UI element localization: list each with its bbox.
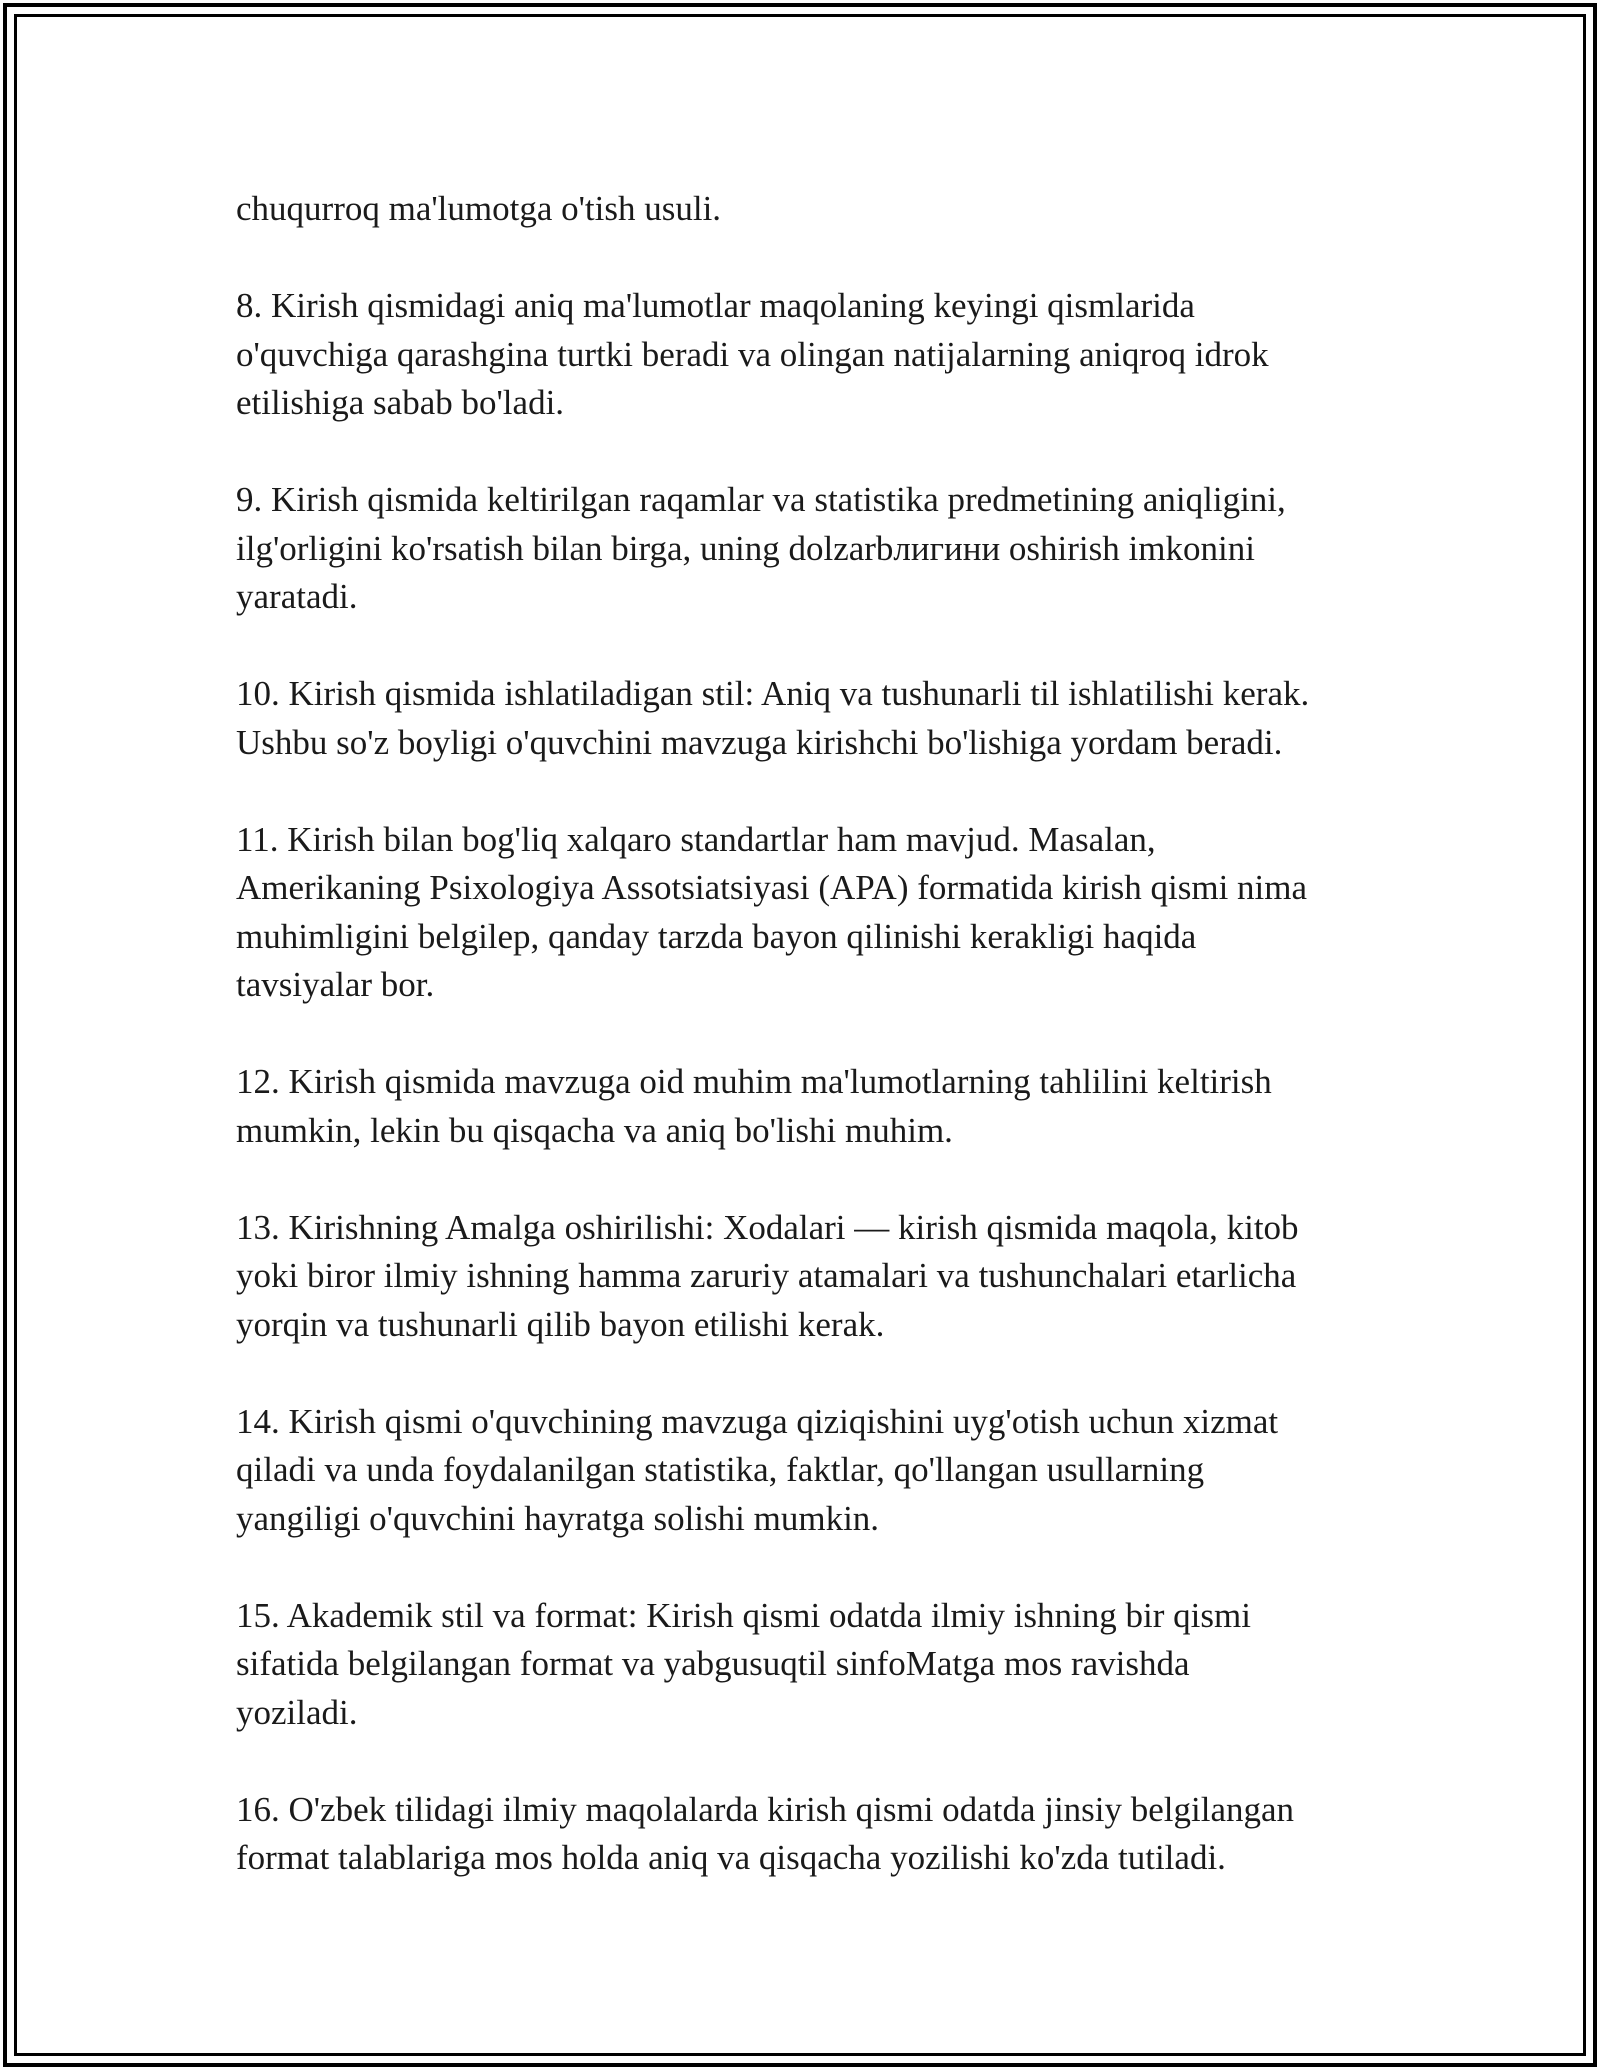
text-line: 13. Kirishning Amalga oshirilishi: Xodalari — kirish qismida maqola, kitob <box>236 1207 1299 1247</box>
text-line: mumkin, lekin bu qisqacha va aniq bo'lishi muhim. <box>236 1110 953 1150</box>
paragraph <box>236 1592 1386 1738</box>
text-line: 10. Kirish qismida ishlatiladigan stil: Aniq va tushunarli til ishlatilishi kerak. <box>236 674 1310 713</box>
text-line: 8. Kirish qismidagi aniq ma'lumotlar maqolaning keyingi qismlarida <box>236 286 1195 325</box>
text-line: 11. Kirish bilan bog'liq xalqaro standartlar ham mavjud. Masalan, <box>236 819 1156 859</box>
text-line: Amerikaning Psixologiya Assotsiatsiyasi (APA) formatida kirish qismi nima <box>236 868 1308 907</box>
paragraph <box>236 282 1386 428</box>
text-line: Ushbu so'z boyligi o'quvchini mavzuga kirishchi bo'lishiga yordam beradi. <box>236 722 1283 762</box>
text-line: 12. Kirish qismida mavzuga oid muhim ma'lumotlarning tahlilini keltirish <box>236 1062 1272 1101</box>
document-body <box>236 185 1386 1883</box>
paragraph <box>236 1058 1386 1155</box>
text-line: 15. Akademik stil va format: Kirish qismi odatda ilmiy ishning bir qismi <box>236 1595 1251 1635</box>
text-line: yangiligi o'quvchini hayratga solishi mumkin. <box>236 1498 880 1538</box>
paragraph <box>236 1204 1386 1350</box>
text-line: yoziladi. <box>236 1692 358 1732</box>
text-line: o'quvchiga qarashgina turtki beradi va olingan natijalarning aniqroq idrok <box>236 334 1269 374</box>
paragraph <box>236 816 1386 1010</box>
text-line: etilishiga sabab bo'ladi. <box>236 383 565 422</box>
text-line: format talablariga mos holda aniq va qisqacha yozilishi ko'zda tutiladi. <box>236 1838 1226 1877</box>
paragraph <box>236 476 1386 622</box>
text-line: yaratadi. <box>236 577 358 616</box>
paragraph <box>236 1398 1386 1544</box>
text-line: 14. Kirish qismi o'quvchining mavzuga qiziqishini uyg'otish uchun xizmat <box>236 1401 1279 1441</box>
text-line: chuqurroq ma'lumotga o'tish usuli. <box>236 189 722 228</box>
text-line: 9. Kirish qismida keltirilgan raqamlar va statistika predmetining aniqligini, <box>236 480 1286 519</box>
text-line: yorqin va tushunarli qilib bayon etilishi kerak. <box>236 1304 885 1344</box>
text-line: ilg'orligini ko'rsatish bilan birga, uning dolzarbлигини oshirish imkonini <box>236 528 1255 568</box>
text-line: tavsiyalar bor. <box>236 965 435 1004</box>
text-line: 16. O'zbek tilidagi ilmiy maqolalarda kirish qismi odatda jinsiy belgilangan <box>236 1789 1295 1829</box>
paragraph <box>236 185 1386 234</box>
text-line: yoki biror ilmiy ishning hamma zaruriy atamalari va tushunchalari etarlicha <box>236 1256 1297 1295</box>
paragraph <box>236 1786 1386 1883</box>
text-line: muhimligini belgilep, qanday tarzda bayon qilinishi kerakligi haqida <box>236 916 1197 956</box>
text-line: sifatida belgilangan format va yabgusuqtil sinfoMatga mos ravishda <box>236 1644 1190 1683</box>
text-line: qiladi va unda foydalanilgan statistika, faktlar, qo'llangan usullarning <box>236 1450 1205 1489</box>
paragraph <box>236 670 1386 767</box>
